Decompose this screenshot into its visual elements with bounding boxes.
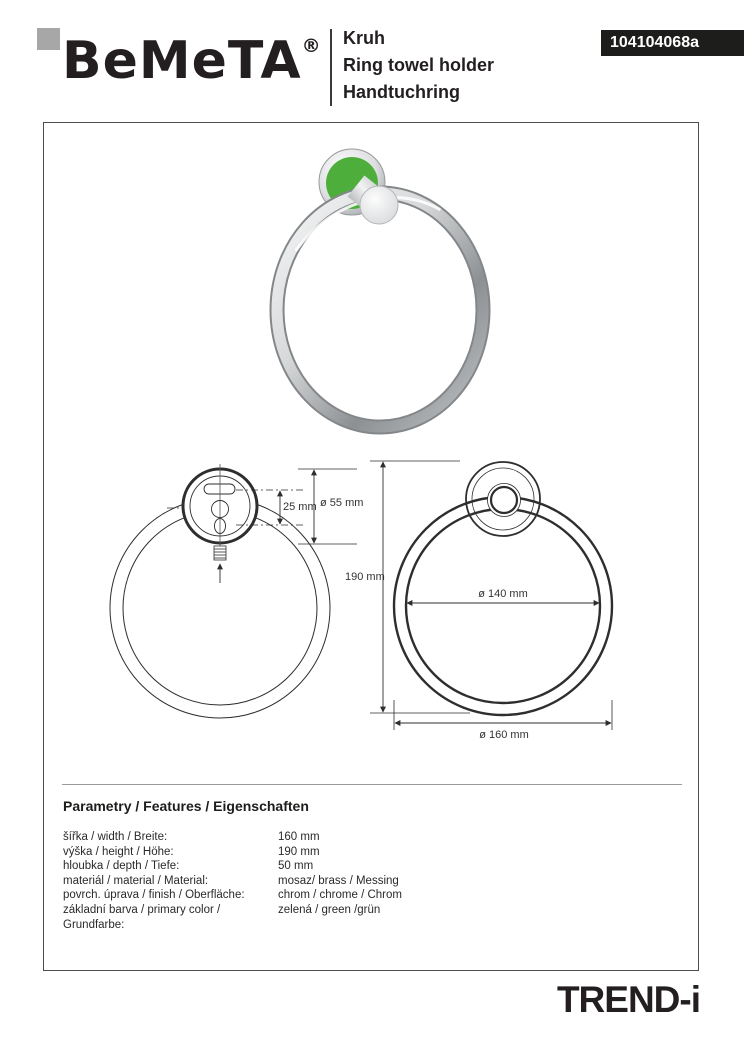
table-row [63, 830, 623, 845]
header-vertical-divider [330, 29, 332, 106]
parameters-table [63, 830, 623, 932]
table-row [63, 874, 623, 889]
dim-label-plate-diameter: ø 55 mm [320, 497, 364, 509]
series-name: TREND-i [556, 979, 700, 1020]
table-row [63, 903, 623, 932]
brand-logo-text: BeMeTA [62, 31, 302, 91]
product-title-block [343, 25, 494, 106]
screw-detail [214, 546, 226, 560]
dim-label-offset: 25 mm [283, 501, 317, 513]
dim-label-outer-diameter: ø 160 mm [479, 729, 529, 741]
param-value-height: 190 mm [278, 845, 320, 858]
product-name-english: Ring towel holder [343, 55, 494, 75]
product-name-german: Handtuchring [343, 82, 460, 102]
brand-logo [62, 20, 321, 91]
registered-trademark-symbol: ® [301, 35, 321, 57]
sku-badge: 104104068a [601, 30, 744, 56]
param-value-material: mosaz/ brass / Messing [278, 874, 399, 887]
parameters-heading: Parametry / Features / Eigenschaften [63, 798, 309, 814]
product-name-czech: Kruh [343, 28, 385, 48]
dim-label-inner-diameter: ø 140 mm [478, 588, 528, 600]
brand-gray-square [37, 28, 60, 50]
table-row [63, 859, 623, 874]
dim-label-height: 190 mm [345, 571, 385, 583]
table-row [63, 845, 623, 860]
param-value-primary-color: zelená / green /grün [278, 903, 381, 916]
param-label-depth: hloubka / depth / Tiefe: [63, 860, 180, 873]
param-label-primary-color: základní barva / primary color / Grundfarbe: [63, 903, 221, 931]
param-value-finish: chrom / chrome / Chrom [278, 889, 402, 902]
param-value-depth: 50 mm [278, 860, 314, 873]
table-row [63, 888, 623, 903]
param-label-finish: povrch. úprava / finish / Oberfläche: [63, 889, 245, 902]
parameters-divider [62, 784, 682, 785]
param-label-height: výška / height / Höhe: [63, 845, 174, 858]
param-label-width: šířka / width / Breite: [63, 831, 168, 843]
param-value-width: 160 mm [278, 831, 320, 843]
param-label-material: materiál / material / Material: [63, 874, 209, 887]
